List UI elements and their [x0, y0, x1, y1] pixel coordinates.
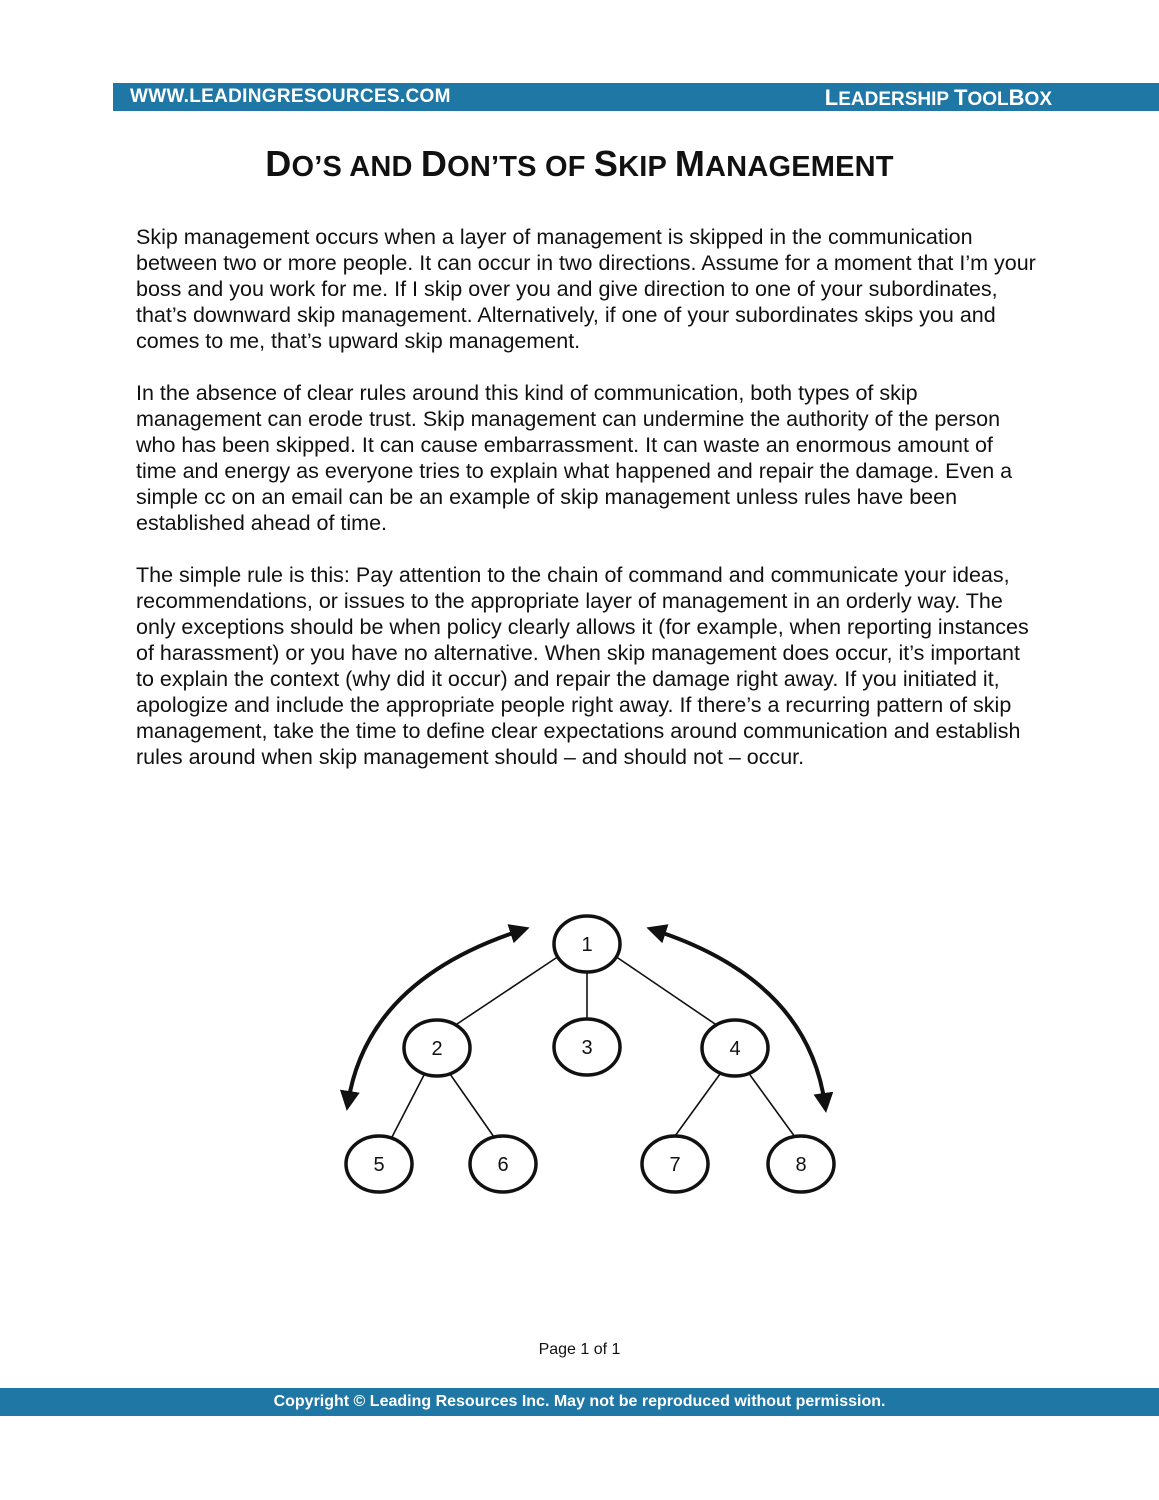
edge-1-2: [454, 956, 559, 1026]
edge-1-4: [615, 956, 718, 1026]
node-7-label: 7: [669, 1154, 681, 1176]
copyright-text: Copyright © Leading Resources Inc. May not be reproduced without permission.: [273, 1393, 886, 1410]
node-8-label: 8: [795, 1154, 807, 1176]
paragraph-trust: In the absence of clear rules around this kind of communication, both types of skip management can erode trust. Skip management can undermine the authority of the person who has been skipped. It can cause embarrassment. It can waste an enormous amount of time and energy as everyone tries to explain what happened and repair the damage. Even a simple cc on an email can be an example of skip management unless rules have been established ahead of time.: [136, 381, 1013, 535]
paragraph-rule: The simple rule is this: Pay attention to the chain of command and communicate your ideas, recommendations, or issues to the appropriate layer of management in an orderly way. The only exceptions should be when policy clearly allows it (for example, when reporting instances of harassment) or you have no alternative. When skip management does occur, it’s important to explain the context (why did it occur) and repair the damage right away. If you initiated it, apologize and include the appropriate people right away. If there’s a recurring pattern of skip management, take the time to define clear expectations around communication and establish rules around when skip management should – and should not – occur.: [136, 563, 1029, 769]
node-2-label: 2: [431, 1038, 443, 1060]
paragraph-intro: Skip management occurs when a layer of management is skipped in the communication between two or more people. It can occur in two directions. Assume for a moment that I’m your boss and you work for me. If I skip over you and give direction to one of your subordinates, that’s downward skip management. Alternatively, if one of your subordinates skips you and comes to me, that’s upward skip management.: [136, 225, 1036, 353]
edge-4-8: [750, 1075, 795, 1137]
page-number: Page 1 of 1: [538, 1341, 621, 1358]
website-url: WWW.LEADINGRESOURCES.COM: [130, 86, 451, 107]
node-4-label: 4: [729, 1038, 741, 1060]
node-1-label: 1: [581, 934, 593, 956]
edge-2-5: [392, 1075, 424, 1137]
toolbox-label: LEADERSHIP TOOLBOX: [824, 85, 1052, 110]
edge-4-7: [675, 1074, 720, 1136]
footer-bar: [0, 1388, 1159, 1416]
right-skip-arrow: [654, 930, 825, 1105]
node-6-label: 6: [497, 1154, 509, 1176]
node-3-label: 3: [581, 1037, 593, 1059]
node-5-label: 5: [373, 1154, 385, 1176]
edge-2-6: [450, 1074, 494, 1137]
page-title: DO’S AND DON’TS OF SKIP MANAGEMENT: [265, 143, 894, 184]
